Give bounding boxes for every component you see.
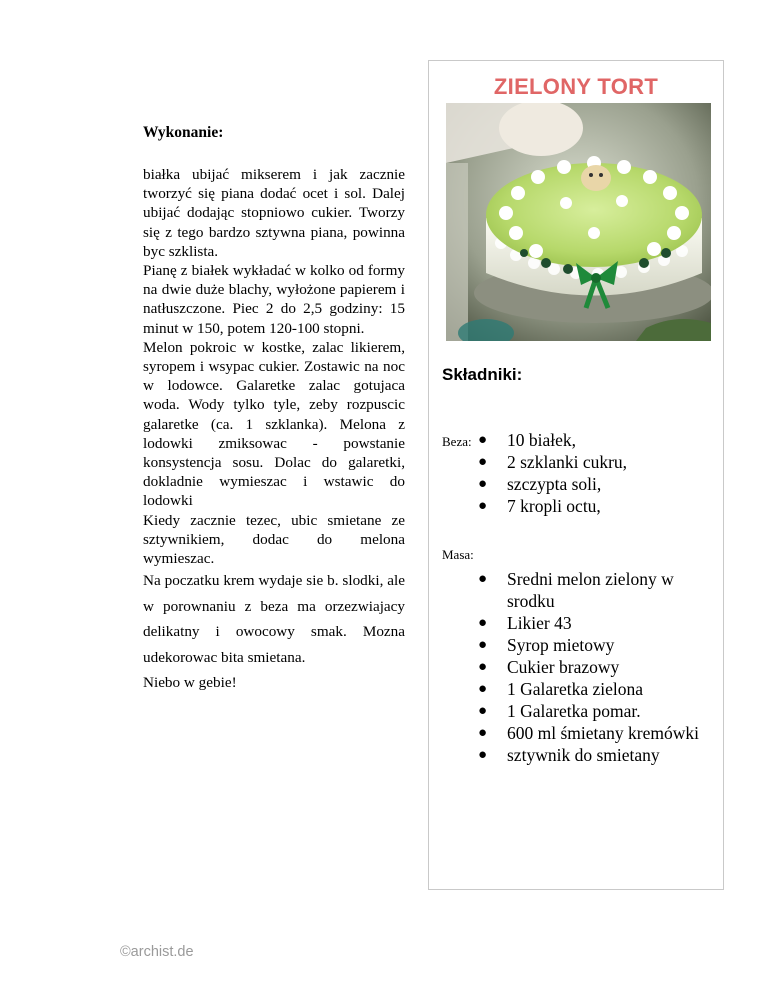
watermark: ©archist.de (120, 944, 194, 960)
instructions-column (143, 123, 405, 696)
instruction-paragraph: Niebo w gebie! (143, 674, 237, 692)
masa-list (478, 568, 717, 766)
instructions-heading: Wykonanie: (143, 124, 224, 141)
beza-list (478, 429, 717, 517)
list-item: ● 10 białek, (478, 430, 577, 450)
bullet-icon: ● (478, 681, 488, 697)
list-item: ● 7 kropli octu, (478, 496, 601, 516)
ingredients-heading: Składniki: (442, 365, 523, 384)
recipe-card (428, 60, 724, 890)
bullet-icon: ● (478, 476, 488, 492)
list-item: ● Sredni melon zielony w srodku (478, 569, 674, 611)
masa-label: Masa: (442, 547, 474, 562)
bullet-icon: ● (478, 454, 488, 470)
bullet-icon: ● (478, 498, 488, 514)
bullet-icon: ● (478, 571, 488, 587)
instruction-paragraph: Melon pokroic w kostke, zalac likierem, syropem i wsypac cukier. Zostawic na noc w lodowce. Galaretke zalac gotujaca woda. Wody tylko tyle, zeby rozpuscic galaretke (ca. 1 szklanka). Melona z lodowki zmiksowac - powstanie konsystencja sosu. Dolac do galaretki, dokladnie wymieszac i wstawic do lodowki (143, 338, 405, 510)
recipe-title: ZIELONY TORT (493, 74, 659, 99)
bullet-icon: ● (478, 725, 488, 741)
instructions-text (143, 165, 405, 696)
bullet-icon: ● (478, 659, 488, 675)
green-cake-photo-icon (446, 103, 711, 341)
list-item: ● szczypta soli, (478, 474, 602, 494)
bullet-icon: ● (478, 747, 488, 763)
beza-label: Beza: (442, 434, 472, 449)
bullet-icon: ● (478, 432, 488, 448)
instruction-paragraph: białka ubijać mikserem i jak zacznie tworzyć się piana dodać ocet i sol. Dalej ubijać dodając stopniowo cukier. Tworzy się z tego bardzo sztywna piana, powinna byc szklista. (143, 166, 405, 260)
list-item: ● Syrop mietowy (478, 635, 615, 655)
bullet-icon: ● (478, 615, 488, 631)
instruction-paragraph: Pianę z białek wykładać w kolko od formy na dwie duże blachy, wyłożone papierem i natłuszczone. Piec 2 do 2,5 godziny: 15 minut w 150, potem 120-100 stopni. (143, 262, 405, 337)
list-item: ● 1 Galaretka zielona (478, 679, 644, 699)
instruction-paragraph: Kiedy zacznie tezec, ubic smietane ze sztywnikiem, dodac do melona wymieszac. (143, 511, 405, 568)
bullet-icon: ● (478, 637, 488, 653)
list-item: ● 600 ml śmietany kremówki (478, 723, 699, 743)
list-item: ● Cukier brazowy (478, 657, 620, 677)
bullet-icon: ● (478, 703, 488, 719)
instruction-paragraph: Na poczatku krem wydaje sie b. slodki, ale w porownaniu z beza ma orzezwiajacy delikatny i owocowy smak. Mozna udekorowac bita smietana. (143, 572, 405, 666)
list-item: ● Likier 43 (478, 613, 572, 633)
list-item: ● 1 Galaretka pomar. (478, 701, 641, 721)
list-item: ● 2 szklanki cukru, (478, 452, 628, 472)
list-item: ● sztywnik do smietany (478, 745, 660, 765)
